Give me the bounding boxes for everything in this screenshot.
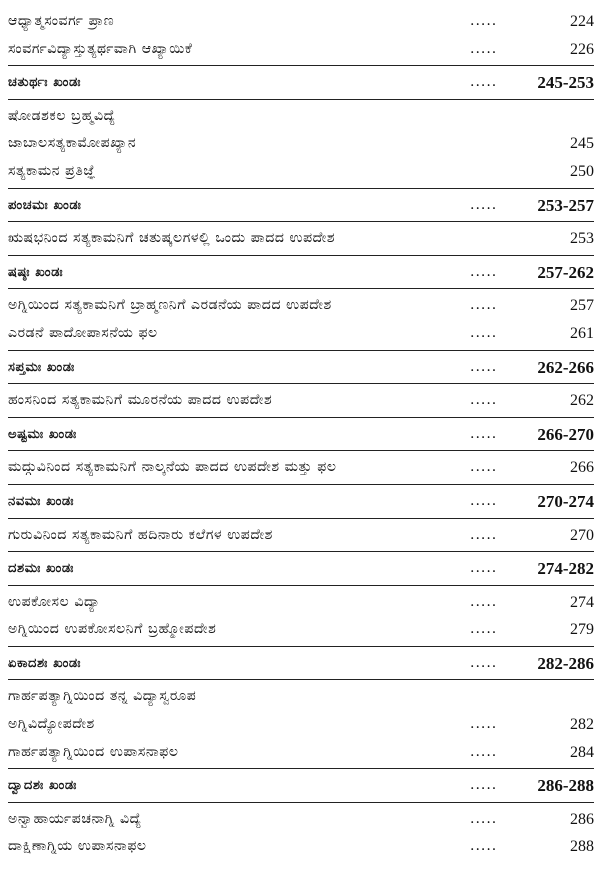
page-number: 284 [570, 743, 594, 761]
toc-entry [8, 683, 594, 711]
dot-leader: ..... [470, 196, 498, 213]
entry-title: ಅಗ್ನಿವಿದ್ಯೋಪದೇಶ [8, 716, 95, 733]
section-heading [8, 354, 594, 382]
section-heading [8, 69, 594, 97]
entry-title: ಗಾರ್ಹಪತ್ಯಾಗ್ನಿಯಿಂದ ತನ್ನ ವಿದ್ಯಾಸ್ವರೂಪ [8, 688, 197, 705]
page-number: 224 [570, 13, 594, 30]
dot-leader: ..... [470, 74, 498, 91]
toc-entry [8, 8, 594, 36]
toc-entry [8, 711, 594, 739]
divider [8, 221, 594, 222]
divider [8, 65, 594, 66]
divider [8, 679, 594, 680]
entry-title: ಋಷಭನಿಂದ ಸತ್ಯಕಾಮನಿಗೆ ಚತುಷ್ಕಲಗಳಲ್ಲಿ ಒಂದು ಪಾದದ ಉಪದೇಶ [8, 230, 336, 247]
entry-title: ಸಂವರ್ಗವಿದ್ಯಾಸ್ತುತ್ಯರ್ಥವಾಗಿ ಆಖ್ಯಾಯಿಕೆ [8, 40, 193, 57]
entry-title: ಉಪಕೋಸಲ ವಿದ್ಯಾ [8, 593, 101, 610]
entry-title: ಜಾಬಾಲಸತ್ಯಕಾಮೋಪಖ್ಯಾನ [8, 135, 137, 152]
dot-leader: ..... [470, 263, 498, 280]
entry-title: ಗಾರ್ಹಪತ್ಯಾಗ್ನಿಯಿಂದ ಉಪಾಸನಾಫಲ [8, 743, 179, 760]
page-number: 274 [570, 593, 594, 611]
toc-entry [8, 292, 594, 320]
divider [8, 518, 594, 519]
page-number: 262 [570, 392, 594, 410]
dot-leader: ..... [470, 324, 498, 341]
toc-entry [8, 589, 594, 617]
page-number: 270 [570, 526, 594, 544]
dot-leader: ..... [470, 13, 498, 29]
section-heading [8, 259, 594, 287]
page-number: 286 [570, 810, 594, 828]
toc-entry [8, 158, 594, 186]
dot-leader: ..... [470, 392, 498, 409]
page-range: 274-282 [537, 559, 594, 579]
divider [8, 188, 594, 189]
dot-leader: ..... [470, 297, 498, 314]
section-heading [8, 488, 594, 516]
page-number: 279 [570, 621, 594, 639]
dot-leader: ..... [470, 492, 498, 509]
page-number: 250 [570, 162, 594, 180]
divider [8, 417, 594, 418]
section-title: ಚತುರ್ಥಃ ಖಂಡಃ [8, 75, 82, 91]
section-title: ಸಪ್ತಮಃ ಖಂಡಃ [8, 359, 75, 375]
divider [8, 585, 594, 586]
divider [8, 802, 594, 803]
page-range: 282-286 [537, 653, 594, 673]
dot-leader: ..... [470, 716, 498, 733]
divider [8, 99, 594, 100]
toc-entry [8, 833, 594, 861]
toc-entry [8, 806, 594, 834]
toc-entry [8, 616, 594, 644]
page-number: 282 [570, 716, 594, 734]
section-title: ಅಷ್ಟಮಃ ಖಂಡಃ [8, 426, 77, 442]
dot-leader: ..... [470, 743, 498, 760]
page-number: 266 [570, 459, 594, 477]
toc-entry [8, 225, 594, 253]
dot-leader: ..... [470, 777, 498, 794]
page-number: 253 [570, 230, 594, 248]
entry-title: ಅಗ್ನಿಯಿಂದ ಉಪಕೋಸಲನಿಗೆ ಬ್ರಹ್ಮೋಪದೇಶ [8, 621, 217, 638]
section-title: ದಶಮಃ ಖಂಡಃ [8, 561, 74, 577]
dot-leader: ..... [470, 459, 498, 476]
entry-title: ದಾಕ್ಷಿಣಾಗ್ನಿಯ ಉಪಾಸನಾಫಲ [8, 838, 147, 855]
toc-entry [8, 320, 594, 348]
dot-leader: ..... [470, 838, 498, 855]
divider [8, 646, 594, 647]
section-title: ಪಂಚಮಃ ಖಂಡಃ [8, 197, 82, 213]
toc-entry [8, 387, 594, 415]
page-range: 257-262 [537, 262, 594, 282]
dot-leader: ..... [470, 358, 498, 375]
divider [8, 768, 594, 769]
divider [8, 350, 594, 351]
dot-leader: ..... [470, 526, 498, 543]
page-number: 261 [570, 324, 594, 342]
toc-entry [8, 36, 594, 64]
dot-leader: ..... [470, 593, 498, 610]
dot-leader: ..... [470, 810, 498, 827]
toc-entry [8, 739, 594, 767]
page-number: 257 [570, 297, 594, 315]
divider [8, 450, 594, 451]
section-heading [8, 772, 594, 800]
page-range: 262-266 [537, 357, 594, 377]
entry-title: ಎರಡನೆ ಪಾದೋಪಾಸನೆಯ ಫಲ [8, 324, 158, 341]
dot-leader: ..... [470, 654, 498, 671]
page-range: 253-257 [537, 195, 594, 215]
section-title: ನವಮಃ ಖಂಡಃ [8, 493, 75, 509]
dot-leader: ..... [470, 621, 498, 638]
page-number: 245 [570, 135, 594, 153]
entry-title: ಷೋಡಶಕಲ ಬ್ರಹ್ಮವಿದ್ಯೆ [8, 107, 116, 124]
toc-entry [8, 454, 594, 482]
section-heading [8, 650, 594, 678]
section-title: ದ್ವಾದಶಃ ಖಂಡಃ [8, 778, 77, 794]
entry-title: ಗುರುವಿನಿಂದ ಸತ್ಯಕಾಮನಿಗೆ ಹದಿನಾರು ಕಲೆಗಳ ಉಪದೇಶ [8, 526, 273, 543]
entry-title: ಅಗ್ನಿಯಿಂದ ಸತ್ಯಕಾಮನಿಗೆ ಬ್ರಾಹ್ಮಣನಿಗೆ ಎರಡನೆಯ ಪಾದದ ಉಪದೇಶ [8, 297, 332, 314]
divider [8, 383, 594, 384]
toc-entry [8, 103, 594, 131]
dot-leader: ..... [470, 40, 498, 57]
section-heading [8, 192, 594, 220]
section-heading [8, 555, 594, 583]
dot-leader: ..... [470, 425, 498, 442]
toc-entry [8, 522, 594, 550]
section-title: ಷಷ್ಠಃ ಖಂಡಃ [8, 264, 64, 280]
divider [8, 551, 594, 552]
page-range: 266-270 [537, 424, 594, 444]
page-range: 245-253 [537, 73, 594, 93]
page-number: 288 [570, 838, 594, 856]
table-of-contents [8, 8, 594, 861]
section-title: ಏಕಾದಶಃ ಖಂಡಃ [8, 655, 82, 671]
entry-title: ಸತ್ಯಕಾಮನ ಪ್ರತಿಜ್ಞೆ [8, 162, 96, 179]
section-heading [8, 421, 594, 449]
dot-leader: ..... [470, 560, 498, 577]
divider [8, 484, 594, 485]
entry-title: ಆಧ್ಯಾತ್ಮಸಂವರ್ಗ ಪ್ರಾಣ [8, 13, 115, 29]
page-number: 226 [570, 40, 594, 58]
entry-title: ಅನ್ವಾಹಾರ್ಯಪಚನಾಗ್ನಿ ವಿದ್ಯೆ [8, 810, 142, 827]
page-range: 286-288 [537, 776, 594, 796]
divider [8, 288, 594, 289]
divider [8, 255, 594, 256]
toc-entry [8, 130, 594, 158]
entry-title: ಹಂಸನಿಂದ ಸತ್ಯಕಾಮನಿಗೆ ಮೂರನೆಯ ಪಾದದ ಉಪದೇಶ [8, 392, 273, 409]
entry-title: ಮದ್ಗುವಿನಿಂದ ಸತ್ಯಕಾಮನಿಗೆ ನಾಲ್ಕನೆಯ ಪಾದದ ಉಪದೇಶ ಮತ್ತು ಫಲ [8, 459, 337, 476]
page-range: 270-274 [537, 491, 594, 511]
